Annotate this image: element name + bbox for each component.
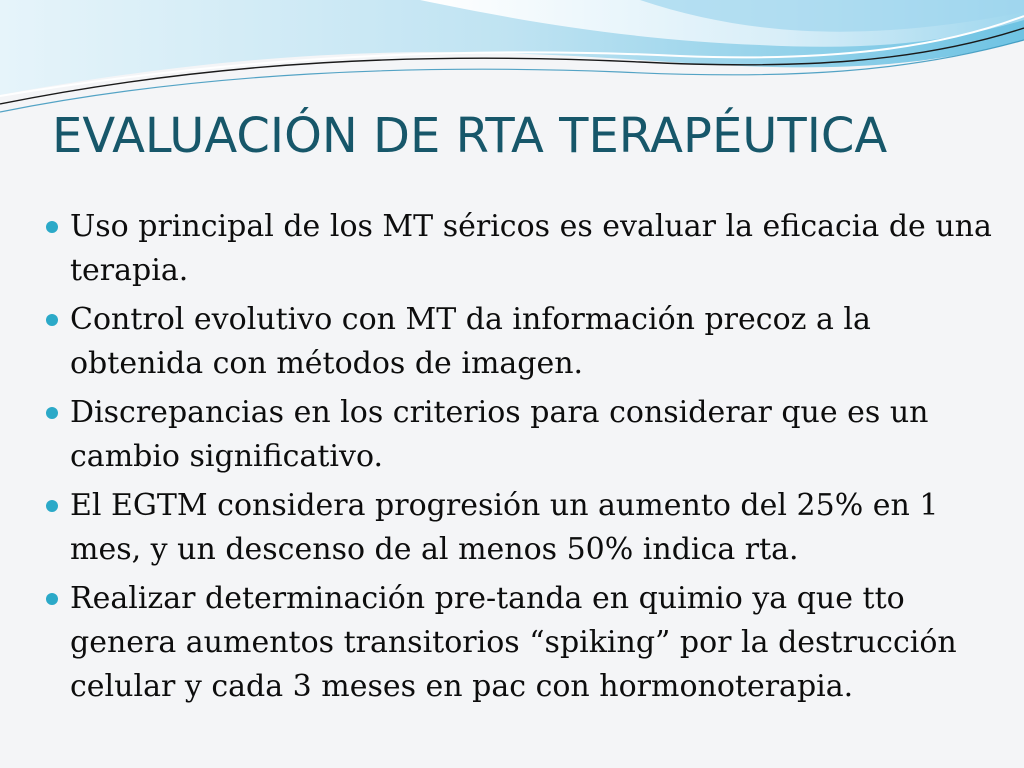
decorative-wave-header [0,0,1024,120]
bullet-list [40,205,1010,714]
list-item [40,484,1010,572]
bullet-dot-icon [46,407,58,419]
list-item [40,577,1010,709]
bullet-dot-icon [46,500,58,512]
bullet-dot-icon [46,593,58,605]
list-item [40,298,1010,386]
bullet-dot-icon [46,314,58,326]
list-item [40,391,1010,479]
bullet-text: Realizar determinación pre-tanda en quimio ya que tto genera aumentos transitorios “spiking” por la destrucción celular y cada 3 meses en pac con hormonoterapia. [70,581,957,704]
list-item [40,205,1010,293]
bullet-text: Control evolutivo con MT da información precoz a la obtenida con métodos de imagen. [70,302,871,381]
bullet-text: Discrepancias en los criterios para considerar que es un cambio significativo. [70,395,929,474]
bullet-text: Uso principal de los MT séricos es evaluar la eficacia de una terapia. [70,209,992,288]
bullet-dot-icon [46,221,58,233]
bullet-text: El EGTM considera progresión un aumento del 25% en 1 mes, y un descenso de al menos 50% indica rta. [70,488,939,567]
slide-title: EVALUACIÓN DE RTA TERAPÉUTICA [52,108,888,164]
